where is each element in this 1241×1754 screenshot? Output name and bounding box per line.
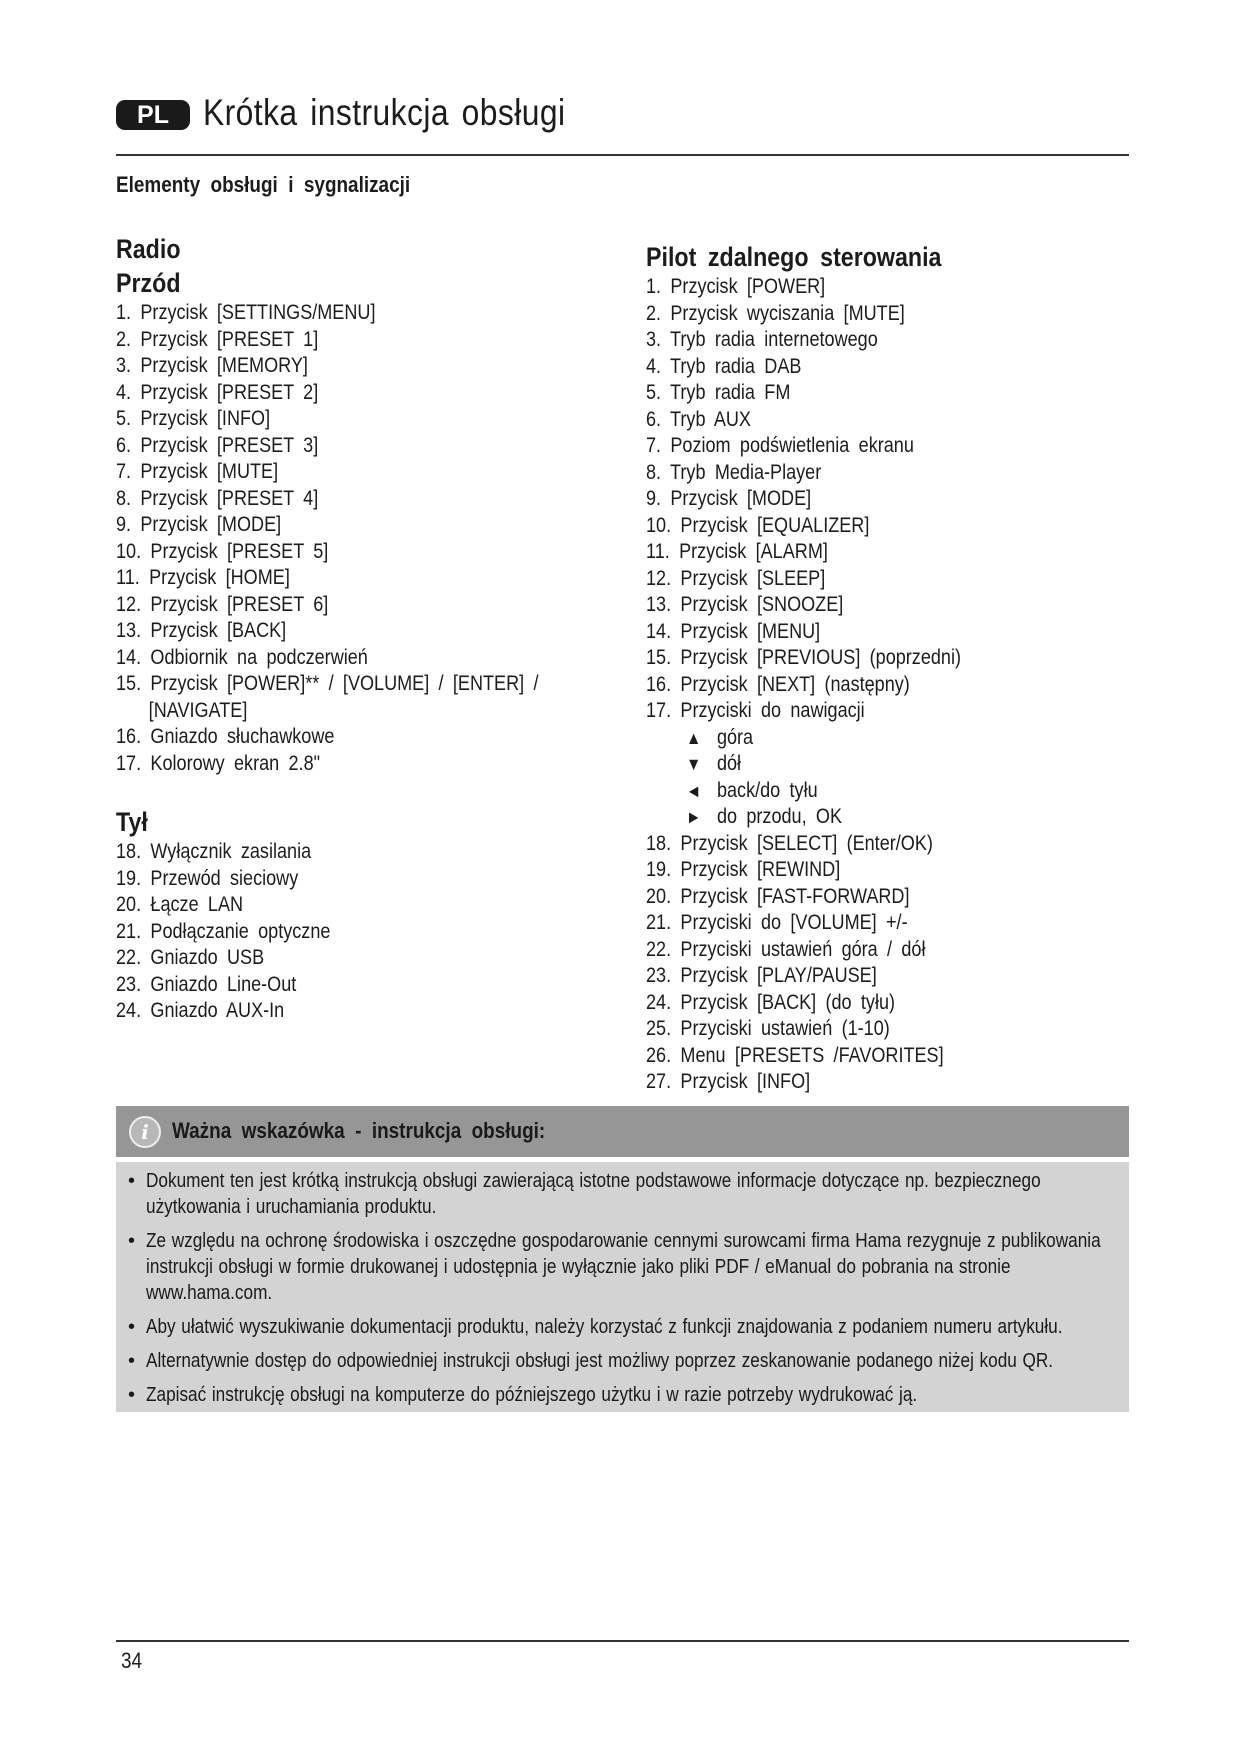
list-item: 9. Przycisk [MODE]	[116, 513, 282, 536]
list-item: 15. Przycisk [POWER]** / [VOLUME] / [ENTER] /	[116, 672, 539, 695]
remote-column	[646, 240, 1126, 1096]
list-item: 16. Gniazdo słuchawkowe	[116, 725, 335, 748]
list-item: 4. Przycisk [PRESET 2]	[116, 380, 319, 404]
bullet-icon: •	[128, 1316, 136, 1338]
bullet-icon: •	[128, 1350, 136, 1372]
arrow-up-icon: ▲	[686, 727, 702, 748]
note-item	[116, 1168, 1129, 1220]
spacer	[116, 777, 586, 805]
list-item: 3. Przycisk [MEMORY]	[116, 354, 308, 377]
page-header	[116, 92, 1129, 156]
nav-item-forward	[686, 804, 1064, 831]
list-item: 12. Przycisk [PRESET 6]	[116, 592, 329, 616]
list-item: 3. Tryb radia internetowego	[646, 328, 878, 351]
bullet-icon: •	[128, 1230, 136, 1252]
list-item: 2. Przycisk [PRESET 1]	[116, 327, 319, 351]
note-item	[116, 1348, 1129, 1374]
list-item: 1. Przycisk [SETTINGS/MENU]	[116, 301, 376, 324]
radio-column	[116, 232, 586, 1025]
list-item: 21. Przyciski do [VOLUME] +/-	[646, 911, 908, 934]
list-item: 8. Przycisk [PRESET 4]	[116, 486, 319, 510]
remote-heading: Pilot zdalnego sterowania	[646, 242, 942, 272]
note-text: Alternatywnie dostęp do odpowiedniej instrukcji obsługi jest możliwy poprzez zeskanowanie podanego niżej kodu QR.	[146, 1350, 1054, 1372]
list-item: 6. Przycisk [PRESET 3]	[116, 433, 319, 457]
arrow-down-icon: ▼	[686, 754, 702, 774]
note-title: Ważna wskazówka - instrukcja obsługi:	[172, 1118, 546, 1143]
list-item: 27. Przycisk [INFO]	[646, 1070, 811, 1093]
list-item: 1. Przycisk [POWER]	[646, 275, 826, 298]
list-item: 25. Przyciski ustawień (1-10)	[646, 1017, 890, 1040]
navigation-sublist	[646, 725, 1126, 831]
list-item: 20. Przycisk [FAST-FORWARD]	[646, 884, 910, 908]
back-heading: Tył	[116, 807, 148, 837]
nav-item-down	[686, 751, 1064, 778]
list-item: 5. Tryb radia FM	[646, 381, 791, 404]
note-text: Aby ułatwić wyszukiwanie dokumentacji produktu, należy korzystać z funkcji znajdowania z podaniem numeru artykułu.	[146, 1316, 1063, 1338]
list-item: 26. Menu [PRESETS /FAVORITES]	[646, 1043, 944, 1067]
list-item: 6. Tryb AUX	[646, 407, 751, 431]
list-item: 7. Przycisk [MUTE]	[116, 460, 279, 483]
list-item: 14. Odbiornik na podczerwień	[116, 645, 368, 669]
list-item: 19. Przycisk [REWIND]	[646, 858, 841, 881]
list-item: 13. Przycisk [BACK]	[116, 619, 287, 642]
list-item: 23. Przycisk [PLAY/PAUSE]	[646, 964, 877, 987]
note-text: Dokument ten jest krótką instrukcją obsługi zawierającą istotne podstawowe informacje dotyczące np. bezpiecznego użytkowania i uruchamiania produktu.	[146, 1170, 1041, 1218]
nav-label: back/do tyłu	[716, 778, 818, 802]
list-item: 10. Przycisk [PRESET 5]	[116, 539, 329, 563]
list-item: 17. Przyciski do nawigacji	[646, 699, 865, 722]
list-item: 5. Przycisk [INFO]	[116, 407, 271, 430]
list-item: 17. Kolorowy ekran 2.8"	[116, 751, 321, 775]
front-heading: Przód	[116, 268, 181, 298]
radio-heading: Radio	[116, 234, 181, 264]
nav-label: do przodu, OK	[716, 805, 843, 828]
remote-items-list-continued	[646, 831, 1126, 1096]
list-item: 20. Łącze LAN	[116, 893, 244, 916]
list-item: 11. Przycisk [ALARM]	[646, 540, 828, 563]
list-item: 7. Poziom podświetlenia ekranu	[646, 434, 914, 457]
list-item: 13. Przycisk [SNOOZE]	[646, 593, 844, 616]
note-body	[116, 1162, 1129, 1412]
front-items-list	[116, 300, 586, 777]
note-item	[116, 1314, 1129, 1340]
nav-label: dół	[716, 752, 742, 775]
list-item: 24. Gniazdo AUX-In	[116, 999, 285, 1022]
nav-item-back	[686, 778, 1064, 805]
bullet-icon: •	[128, 1170, 136, 1192]
list-item: 21. Podłączanie optyczne	[116, 919, 331, 943]
nav-item-up	[686, 725, 1064, 752]
list-item: 16. Przycisk [NEXT] (następny)	[646, 672, 910, 696]
page-title: Krótka instrukcja obsługi	[203, 92, 566, 133]
list-item: 2. Przycisk wyciszania [MUTE]	[646, 301, 905, 325]
bullet-icon: •	[128, 1384, 136, 1406]
list-item: 8. Tryb Media-Player	[646, 460, 822, 484]
list-item-continuation: [NAVIGATE]	[148, 698, 248, 722]
footer-divider	[116, 1640, 1129, 1642]
list-item: 18. Wyłącznik zasilania	[116, 840, 312, 863]
list-item: 9. Przycisk [MODE]	[646, 487, 812, 510]
list-item: 15. Przycisk [PREVIOUS] (poprzedni)	[646, 646, 962, 669]
list-item: 24. Przycisk [BACK] (do tyłu)	[646, 990, 896, 1014]
back-items-list	[116, 839, 586, 1025]
info-icon: i	[129, 1116, 161, 1148]
section-title: Elementy obsługi i sygnalizacji	[116, 172, 411, 197]
arrow-left-icon: ◄	[686, 780, 702, 801]
list-item: 18. Przycisk [SELECT] (Enter/OK)	[646, 831, 933, 855]
language-badge: PL	[116, 100, 190, 130]
list-item: 12. Przycisk [SLEEP]	[646, 566, 826, 590]
note-item	[116, 1382, 1129, 1408]
list-item: 10. Przycisk [EQUALIZER]	[646, 513, 870, 537]
arrow-right-icon: ►	[686, 807, 702, 827]
header-divider	[116, 154, 1129, 156]
note-header	[116, 1106, 1129, 1157]
list-item: 4. Tryb radia DAB	[646, 354, 802, 378]
note-text: Zapisać instrukcję obsługi na komputerze do późniejszego użytku i w razie potrzeby wydrukować ją.	[146, 1384, 918, 1406]
list-item: 19. Przewód sieciowy	[116, 866, 299, 890]
list-item: 23. Gniazdo Line-Out	[116, 972, 297, 996]
nav-label: góra	[716, 725, 754, 749]
list-item: 14. Przycisk [MENU]	[646, 619, 821, 643]
list-item: 22. Przyciski ustawień góra / dół	[646, 937, 926, 961]
remote-items-list	[646, 274, 1126, 725]
list-item: 22. Gniazdo USB	[116, 946, 265, 969]
note-item	[116, 1228, 1129, 1306]
list-item: 11. Przycisk [HOME]	[116, 566, 290, 589]
page-number: 34	[121, 1648, 143, 1673]
note-list	[116, 1162, 1129, 1408]
note-text: Ze względu na ochronę środowiska i oszczędne gospodarowanie cennymi surowcami firma Hama rezygnuje z publikowania instrukcji obsługi w formie drukowanej i udostępnia je wyłącznie jako pliki PDF / eManual do pobrania na stronie www.hama.com.	[146, 1230, 1101, 1304]
